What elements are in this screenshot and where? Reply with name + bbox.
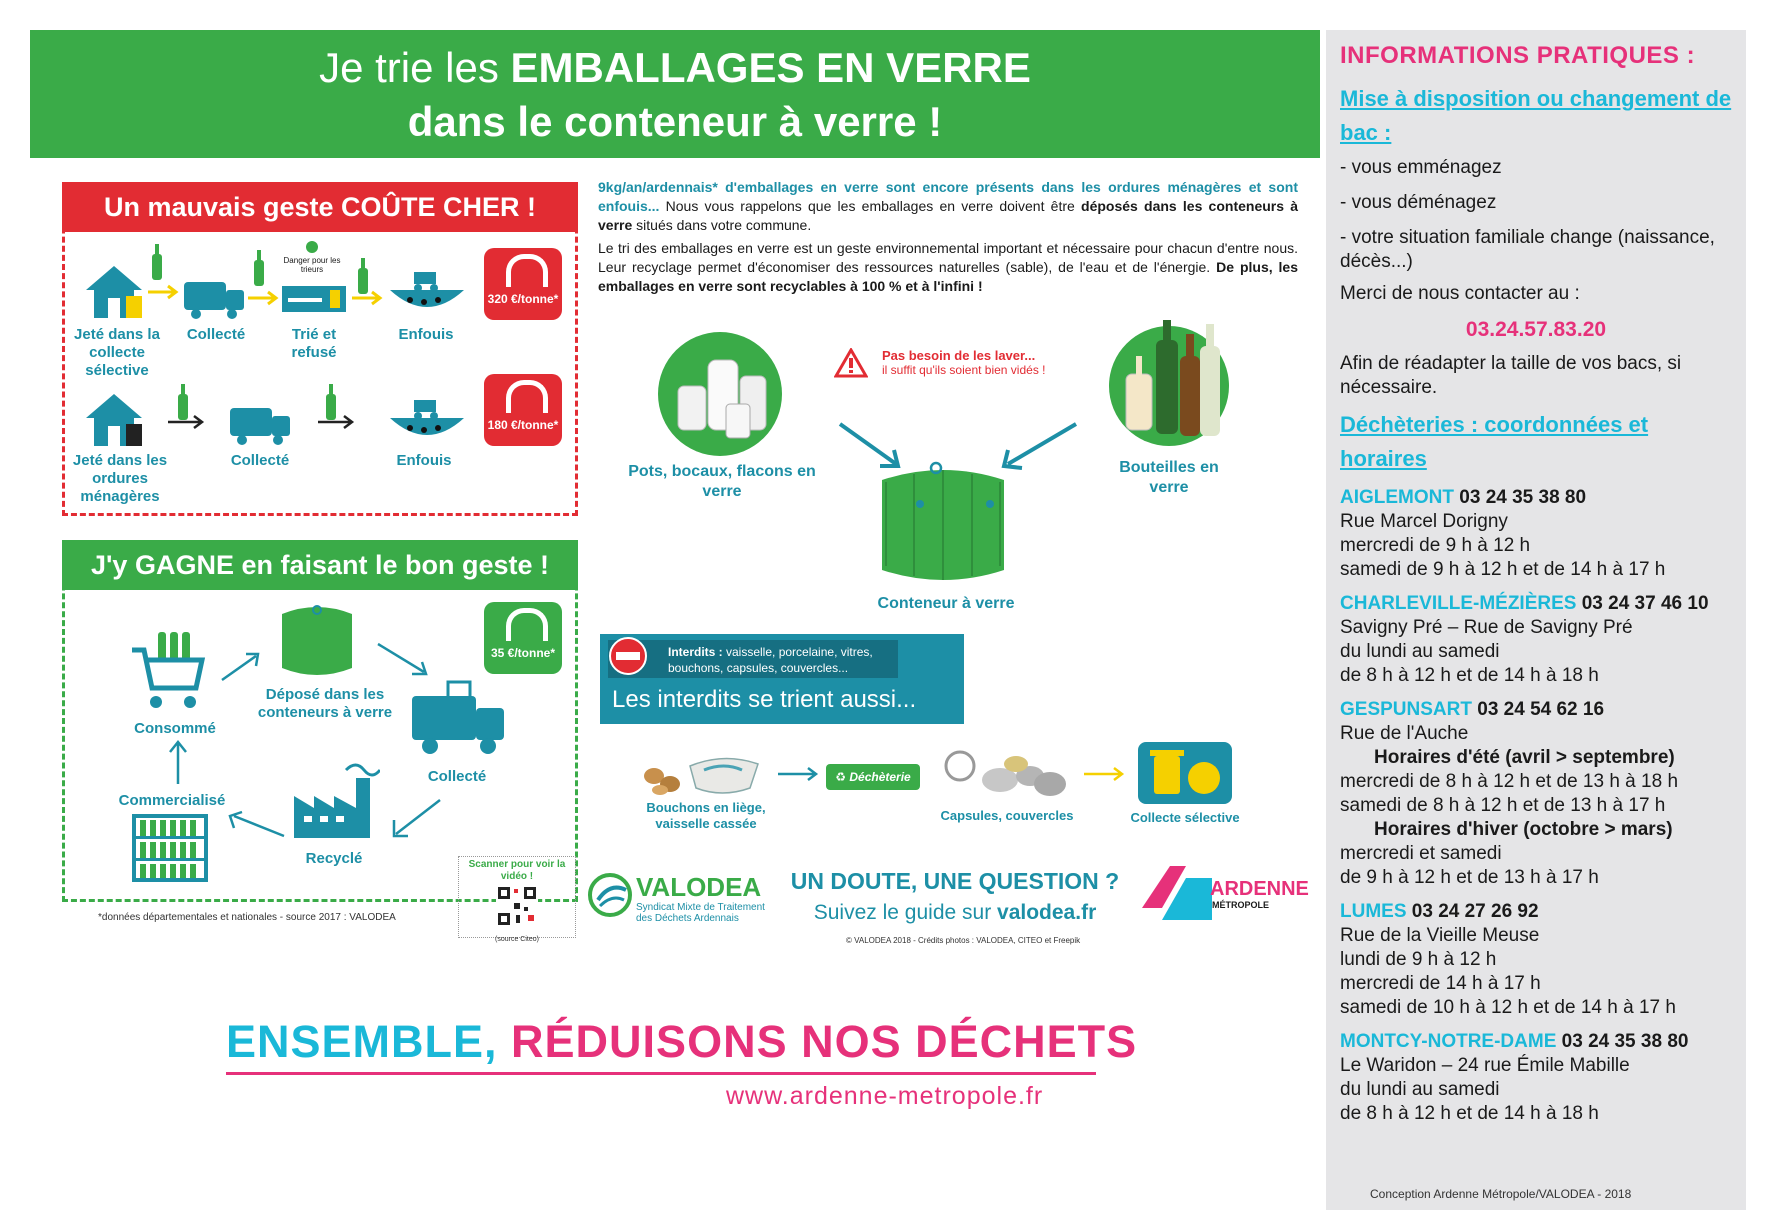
arrow-icon bbox=[776, 766, 822, 782]
arrow-icon bbox=[350, 290, 384, 306]
intro-paragraph-1: 9kg/an/ardennais* d'emballages en verre sont encore présents dans les ordures ménagères et sont enfouis... Nous vous rappelons que les emballages en verre doivent être déposés dans les conteneurs à verre situés dans votre commune. bbox=[598, 179, 1299, 233]
step-label: Jeté dans les ordures ménagères bbox=[72, 452, 168, 505]
intro-paragraph-2: Le tri des emballages en verre est un geste environnemental important et nécessaire pour chacun d'entre nous. Leur recyclage permet d'économiser des ressources naturelles (sable), de l'eau et de l'énergie. De plus, les emballages en verre sont recyclables à 100 % et à l'infini ! bbox=[598, 240, 1299, 294]
list-item: - vous déménagez bbox=[1340, 192, 1497, 213]
cycle-step-sold: Commercialisé bbox=[118, 792, 226, 809]
question-block bbox=[780, 868, 1130, 925]
glass-bottle-icon bbox=[150, 244, 164, 280]
city-montcy: MONTCY-NOTRE-DAME 03 24 35 38 80 Le Waridon – 24 rue Émile Mabille du lundi au samedi de 8 h à 12 h et de 14 h à 18 h bbox=[1340, 1031, 1689, 1124]
arrow-icon bbox=[166, 414, 206, 430]
truck-icon bbox=[182, 276, 246, 320]
cycle-step-consumed: Consommé bbox=[134, 720, 216, 737]
cycle-step-recycled: Recyclé bbox=[305, 850, 363, 867]
caps-lids-image bbox=[938, 740, 1074, 804]
house-icon bbox=[82, 262, 146, 320]
slogan: ENSEMBLE, RÉDUISONS NOS DÉCHETS bbox=[226, 1016, 1138, 1067]
city-lumes: LUMES 03 24 27 26 92 Rue de la Vieille Meuse lundi de 9 h à 12 h mercredi de 14 h à 17 h samedi de 10 h à 12 h et de 14 h à 17 h bbox=[1340, 901, 1676, 1018]
guide-line: Suivez le guide sur valodea.fr bbox=[813, 901, 1097, 924]
glass-bottle-icon bbox=[252, 250, 266, 286]
forbidden-slogan: Les interdits se trient aussi... bbox=[612, 686, 917, 713]
step-label: Enfouis bbox=[398, 326, 454, 343]
sidebar-title: INFORMATIONS PRATIQUES : bbox=[1340, 42, 1696, 69]
bottles-caption: Bouteilles en verre bbox=[1119, 459, 1219, 496]
list-item: - votre situation familiale change (naissance, décès...) bbox=[1340, 227, 1715, 272]
header-banner bbox=[30, 30, 1320, 158]
cycle-step-collected: Collecté bbox=[427, 768, 487, 785]
glass-bottle-icon bbox=[356, 258, 370, 294]
header-line-2: dans le conteneur à verre ! bbox=[407, 98, 943, 145]
bin-change-link[interactable]: Mise à disposition ou changement de bac : bbox=[1340, 86, 1732, 145]
intro-text bbox=[598, 178, 1298, 300]
valodea-swirl-icon bbox=[588, 872, 632, 918]
selective-caption: Collecte sélective bbox=[1130, 810, 1240, 825]
good-gesture-title: J'y GAGNE en faisant le bon geste ! bbox=[62, 540, 578, 590]
city-aiglemont: AIGLEMONT 03 24 35 38 80 Rue Marcel Dorigny mercredi de 9 h à 12 h samedi de 9 h à 12 h et de 14 h à 17 h bbox=[1340, 487, 1666, 580]
bad-gesture-title: Un mauvais geste COÛTE CHER ! bbox=[62, 182, 578, 232]
pots-caption: Pots, bocaux, flacons en verre bbox=[628, 463, 816, 500]
arrow-icon bbox=[316, 414, 356, 430]
arrow-icon bbox=[226, 810, 288, 840]
step-label: Trié et refusé bbox=[291, 326, 337, 361]
wash-warning: Pas besoin de les laver... il suffit qu'ils soient bien vidés ! bbox=[882, 348, 1046, 377]
city-gespunsart: GESPUNSART 03 24 54 62 16 Rue de l'Auche Horaires d'été (avril > septembre) mercredi de 8 h à 12 h et de 13 h à 18 h samedi de 8 h à 12 h et de 13 h à 17 h Horaires d'hiver (octobre > mars) mercredi et samedi de 9 h à 12 h et de 13 h à 17 h bbox=[1340, 699, 1679, 888]
valodea-link[interactable]: valodea.fr bbox=[997, 901, 1097, 924]
header-line-1: Je trie les EMBALLAGES EN VERRE bbox=[319, 44, 1031, 91]
corks-dishes-image bbox=[638, 740, 768, 796]
qr-source: (source Citeo) bbox=[495, 936, 539, 943]
step-label: Collecté bbox=[230, 452, 290, 469]
footnote: *données départementales et nationales - source 2017 : VALODEA bbox=[98, 912, 396, 923]
arrow-icon bbox=[374, 640, 432, 680]
ardenne-metropole-logo: ARDENNE MÉTROPOLE bbox=[1142, 866, 1312, 920]
arrow-icon bbox=[146, 284, 180, 300]
glass-container-icon bbox=[876, 458, 1010, 592]
design-credit: Conception Ardenne Métropole/VALODEA - 2018 bbox=[1370, 1187, 1632, 1201]
cycle-step-deposited: Déposé dans les conteneurs à verre bbox=[257, 686, 393, 721]
danger-label: Danger pour les trieurs bbox=[283, 256, 341, 274]
arrow-icon bbox=[218, 648, 264, 684]
adapt-text: Afin de réadapter la taille de vos bacs, si nécessaire. bbox=[1340, 353, 1682, 398]
recycle-icon: ♻ bbox=[835, 770, 850, 784]
truck-icon bbox=[408, 678, 508, 756]
arrow-icon bbox=[1082, 766, 1128, 782]
step-label: Jeté dans la collecte sélective bbox=[74, 326, 160, 379]
house-icon bbox=[82, 390, 146, 448]
bottle-rack-icon bbox=[132, 814, 208, 882]
step-label: Collecté bbox=[186, 326, 246, 343]
truck-icon bbox=[228, 402, 292, 446]
cost-badge-180: 180 €/tonne* bbox=[484, 374, 562, 446]
arrow-icon bbox=[246, 290, 280, 306]
cost-badge-320: 320 €/tonne* bbox=[484, 248, 562, 320]
ardenne-shape-icon bbox=[1142, 866, 1212, 920]
forbidden-banner bbox=[600, 634, 964, 724]
shopping-cart-icon bbox=[130, 630, 206, 712]
danger-icon bbox=[302, 240, 322, 254]
website-link[interactable]: www.ardenne-metropole.fr bbox=[726, 1082, 1044, 1110]
landfill-icon bbox=[388, 266, 466, 318]
decheterie-badge: ♻ Déchèterie bbox=[826, 764, 920, 790]
arrow-icon bbox=[168, 738, 188, 786]
selective-bin-icon bbox=[1136, 740, 1234, 806]
arrow-icon bbox=[998, 420, 1080, 472]
warning-icon bbox=[834, 348, 868, 378]
arrow-icon bbox=[388, 796, 446, 840]
valodea-logo: VALODEA Syndicat Mixte de Traitement des Déchets Ardennais bbox=[588, 872, 764, 918]
list-item: - vous emménagez bbox=[1340, 157, 1502, 178]
decheteries-link[interactable]: Déchèteries : coordonnées et horaires bbox=[1340, 412, 1649, 471]
step-label: Enfouis bbox=[396, 452, 452, 469]
conveyor-belt-icon bbox=[282, 282, 346, 316]
factory-icon bbox=[292, 756, 380, 840]
corks-caption: Bouchons en liège, vaisselle cassée bbox=[646, 800, 766, 831]
qr-label: Scanner pour voir la vidéo ! bbox=[468, 859, 566, 882]
qr-code-icon[interactable] bbox=[496, 885, 538, 927]
gain-badge-35: 35 €/tonne* bbox=[484, 602, 562, 674]
glass-jars-image bbox=[656, 330, 784, 458]
question-title: UN DOUTE, UNE QUESTION ? bbox=[790, 868, 1120, 894]
photo-credits: © VALODEA 2018 - Crédits photos : VALODEA, CITEO et Freepik bbox=[846, 936, 1081, 945]
contact-phone[interactable]: 03.24.57.83.20 bbox=[1465, 318, 1607, 341]
qr-code-block[interactable] bbox=[458, 856, 576, 943]
landfill-icon bbox=[388, 394, 466, 446]
glass-container-icon bbox=[276, 602, 358, 678]
glass-bottles-image bbox=[1104, 316, 1234, 446]
caps-caption: Capsules, couvercles bbox=[940, 808, 1074, 823]
city-charleville: CHARLEVILLE-MÉZIÈRES 03 24 37 46 10 Savigny Pré – Rue de Savigny Pré du lundi au samedi de 8 h à 12 h et de 14 h à 18 h bbox=[1340, 593, 1709, 686]
contact-text: Merci de nous contacter au : bbox=[1340, 283, 1580, 304]
container-caption: Conteneur à verre bbox=[877, 595, 1015, 612]
slogan-underline bbox=[226, 1072, 1096, 1075]
practical-info-sidebar bbox=[1326, 30, 1746, 1210]
forbidden-list: Interdits : vaisselle, porcelaine, vitres, bouchons, capsules, couvercles... bbox=[608, 640, 898, 678]
no-entry-icon bbox=[608, 636, 648, 676]
